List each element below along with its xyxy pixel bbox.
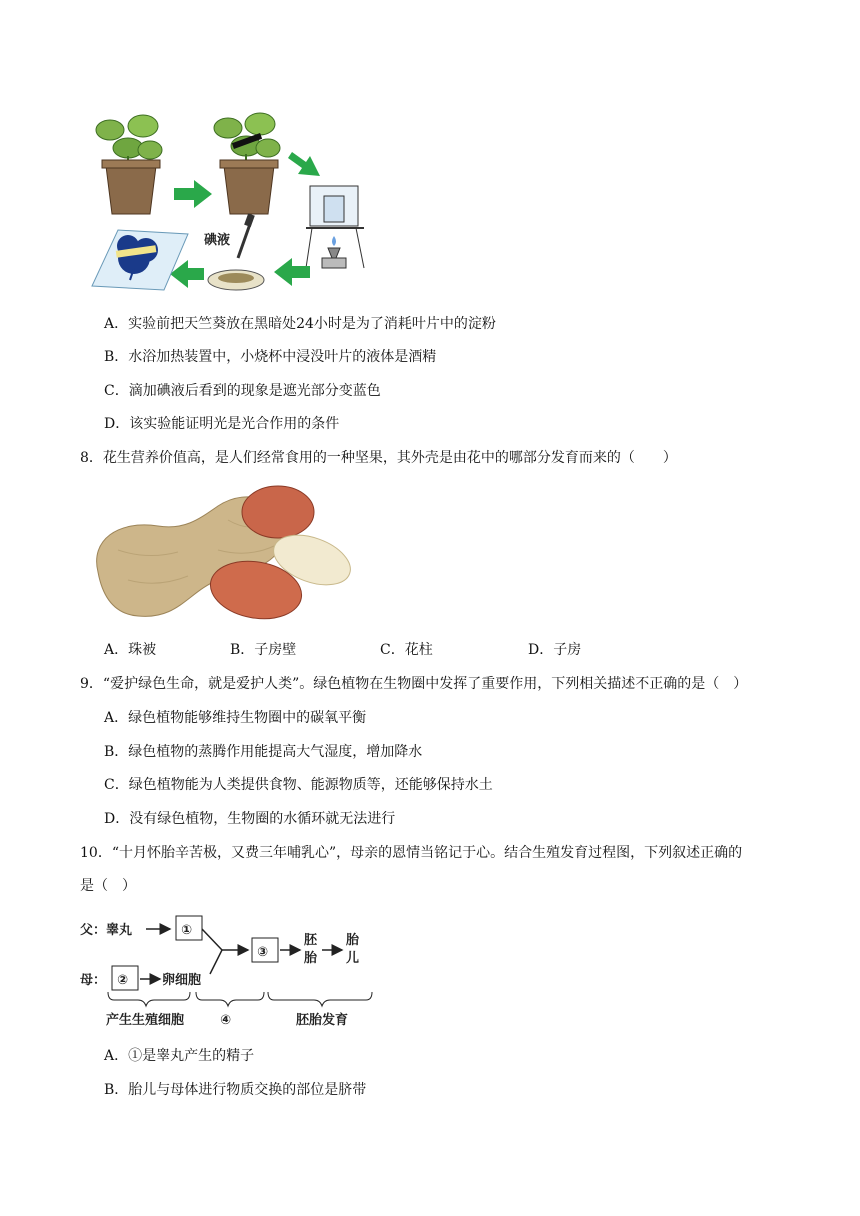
iodine-label: 碘液	[204, 233, 231, 248]
q8-option-a: A．珠被	[104, 642, 157, 658]
potted-plant-2	[214, 113, 280, 214]
q7-option-c: C．滴加碘液后看到的现象是遮光部分变蓝色	[104, 383, 381, 399]
q10-stem-line1: 10．“十月怀胎辛苦极，又费三年哺乳心”，母亲的恩情当铭记于心。结合生殖发育过程图，下列叙述正确的	[80, 845, 743, 861]
petri-dish-with-dropper	[204, 213, 264, 290]
q8-option-d: D．子房	[528, 642, 582, 658]
q10-stem-line2: 是（ ）	[80, 878, 136, 894]
q9-stem: 9．“爱护绿色生命，就是爱护人类”。绿色植物在生物圈中发挥了重要作用，下列相关描述不正确的是（ ）	[80, 676, 748, 692]
box-1: ①	[181, 923, 193, 938]
q8-stem: 8．花生营养价值高，是人们经常食用的一种坚果，其外壳是由花中的哪部分发育而来的（ ）	[80, 450, 677, 466]
arrow-right-icon	[174, 180, 212, 208]
arrow-down-right-icon	[288, 152, 320, 176]
potted-plant-1	[96, 115, 162, 214]
arrow-left-icon	[274, 258, 310, 286]
q9-option-a: A．绿色植物能够维持生物圈中的碳氧平衡	[104, 710, 367, 726]
label-4: ④	[220, 1013, 232, 1028]
peanut-image	[88, 480, 358, 630]
mother-label: 母：	[80, 973, 107, 988]
q9-option-d: D．没有绿色植物，生物圈的水循环就无法进行	[104, 811, 396, 827]
starch-experiment-figure	[88, 108, 378, 298]
produce-germ-cells-label: 产生生殖细胞	[106, 1013, 185, 1028]
q8-option-b: B．子房壁	[230, 642, 297, 658]
q8-option-c: C．花柱	[380, 642, 433, 658]
q10-option-a: A．①是睾丸产生的精子	[104, 1048, 255, 1064]
box-2: ②	[117, 973, 129, 988]
father-label: 父：睾丸	[80, 923, 133, 938]
embryo-development-label: 胚胎发育	[296, 1013, 349, 1028]
egg-cell-label: 卵细胞	[162, 973, 202, 988]
reproduction-process-diagram	[78, 910, 378, 1030]
q9-option-b: B．绿色植物的蒸腾作用能提高大气湿度，增加降水	[104, 744, 423, 760]
q10-option-b: B．胎儿与母体进行物质交换的部位是脐带	[104, 1082, 367, 1098]
embryo-label: 胚胎	[304, 933, 318, 966]
q7-option-d: D．该实验能证明光是光合作用的条件	[104, 416, 340, 432]
fetus-label: 胎儿	[346, 933, 360, 966]
water-bath-apparatus	[306, 186, 364, 268]
q9-option-c: C．绿色植物能为人类提供食物、能源物质等，还能够保持水土	[104, 777, 493, 793]
box-3: ③	[257, 945, 269, 960]
q7-option-b: B．水浴加热装置中，小烧杯中浸没叶片的液体是酒精	[104, 349, 437, 365]
leaf-on-glass	[92, 230, 188, 290]
q7-option-a: A．实验前把天竺葵放在黑暗处24小时是为了消耗叶片中的淀粉	[104, 316, 496, 332]
